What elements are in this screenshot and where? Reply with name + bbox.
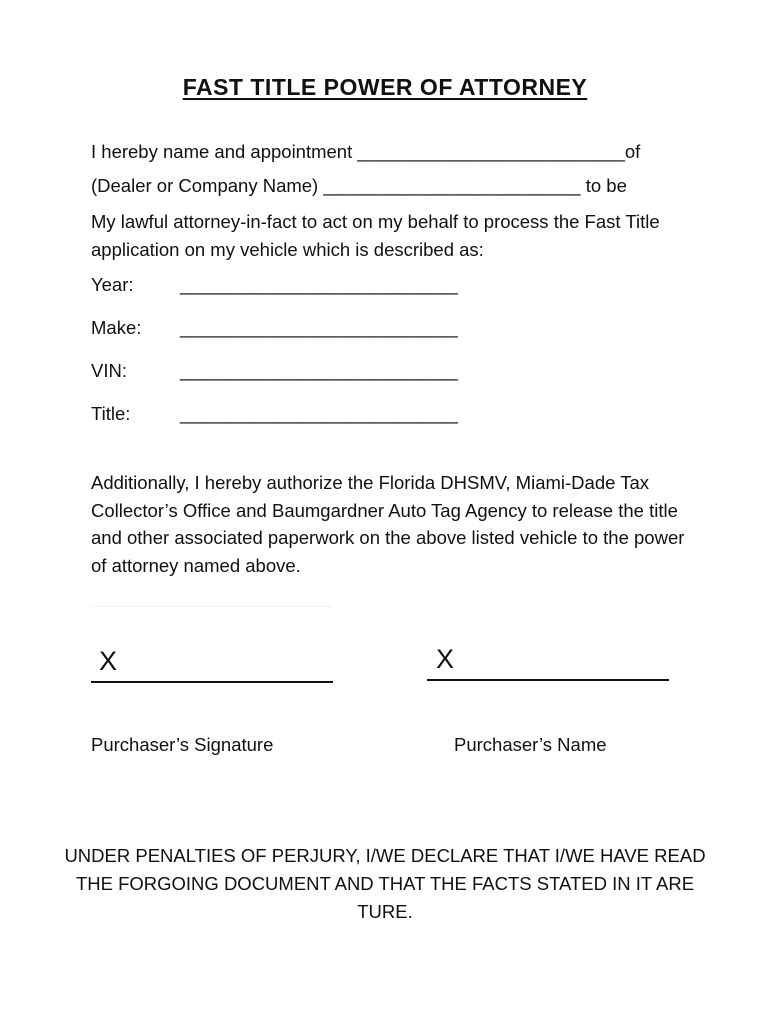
purchaser-name-label: Purchaser’s Name bbox=[454, 734, 607, 755]
document-title-text: FAST TITLE POWER OF ATTORNEY bbox=[182, 74, 588, 100]
year-blank: ___________________________ bbox=[180, 274, 458, 295]
title-blank: ___________________________ bbox=[180, 403, 458, 424]
vin-blank: ___________________________ bbox=[180, 360, 458, 381]
vin-label: VIN: bbox=[91, 360, 127, 381]
signature-line bbox=[91, 681, 333, 683]
authorization-paragraph: Additionally, I hereby authorize the Florida DHSMV, Miami-Dade Tax Collector’s Office and Baumgardner Auto Tag Agency to release the title and other associated paperwork on the above listed vehicle to the power of attorney named above. bbox=[91, 472, 685, 576]
appointment-line: I hereby name and appointment __________________________of bbox=[91, 141, 641, 162]
dealer-line: (Dealer or Company Name) _________________________ to be bbox=[91, 175, 627, 196]
make-blank: ___________________________ bbox=[180, 317, 458, 338]
name-line bbox=[427, 679, 669, 681]
make-label: Make: bbox=[91, 317, 142, 338]
document-title bbox=[0, 74, 770, 101]
name-x-mark: X bbox=[436, 644, 455, 674]
signature-x-mark: X bbox=[99, 646, 118, 676]
title-label: Title: bbox=[91, 403, 131, 424]
purpose-paragraph: My lawful attorney-in-fact to act on my behalf to process the Fast Title application on my vehicle which is described as: bbox=[91, 211, 660, 260]
faint-divider bbox=[91, 606, 332, 607]
purchaser-signature-label: Purchaser’s Signature bbox=[91, 734, 274, 755]
perjury-declaration: UNDER PENALTIES OF PERJURY, I/WE DECLARE THAT I/WE HAVE READ THE FORGOING DOCUMENT AND THAT THE FACTS STATED IN IT ARE TURE. bbox=[64, 845, 706, 922]
year-label: Year: bbox=[91, 274, 134, 295]
